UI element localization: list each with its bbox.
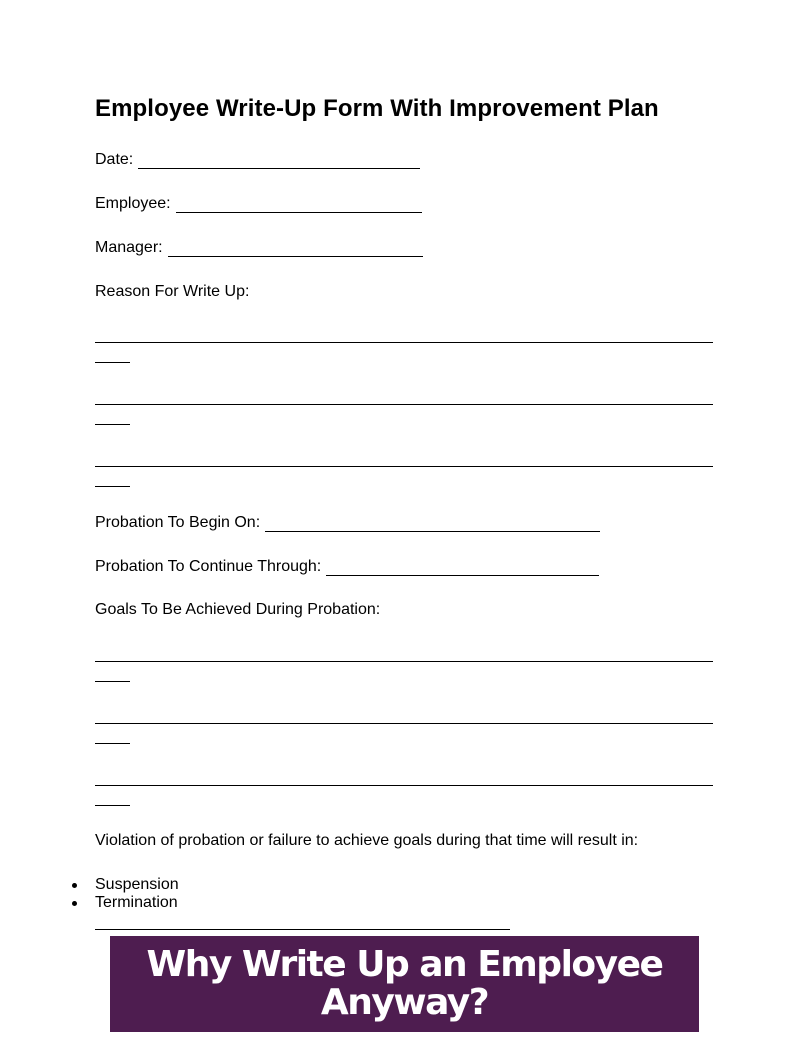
reason-line-2[interactable]	[95, 404, 713, 405]
bullet-icon	[72, 901, 77, 906]
bullet-icon	[72, 883, 77, 888]
probation-begin-blank[interactable]	[265, 515, 600, 532]
date-blank[interactable]	[138, 152, 420, 169]
goals-line-2[interactable]	[95, 723, 713, 724]
consequence-suspension: Suspension	[95, 876, 179, 893]
article-banner	[110, 936, 699, 1032]
probation-continue-field	[95, 558, 599, 576]
employee-field	[95, 195, 422, 213]
goals-line-2-wrap[interactable]	[95, 743, 130, 744]
goals-line-3-wrap[interactable]	[95, 805, 130, 806]
reason-line-1-wrap[interactable]	[95, 362, 130, 363]
reason-label: Reason For Write Up:	[95, 283, 250, 300]
consequence-termination: Termination	[95, 894, 178, 911]
date-field	[95, 151, 420, 169]
violation-text: Violation of probation or failure to achieve goals during that time will result in:	[95, 832, 639, 849]
termination-blank[interactable]	[95, 929, 510, 930]
manager-field	[95, 239, 423, 257]
probation-begin-field	[95, 514, 600, 532]
reason-line-3[interactable]	[95, 466, 713, 467]
reason-line-2-wrap[interactable]	[95, 424, 130, 425]
reason-line-1[interactable]	[95, 342, 713, 343]
form-title: Employee Write-Up Form With Improvement Plan	[95, 95, 659, 122]
list-item	[95, 894, 179, 912]
goals-line-1[interactable]	[95, 661, 713, 662]
employee-label: Employee:	[95, 195, 171, 212]
manager-blank[interactable]	[168, 240, 423, 257]
goals-line-1-wrap[interactable]	[95, 681, 130, 682]
date-label: Date:	[95, 151, 134, 168]
reason-line-3-wrap[interactable]	[95, 486, 130, 487]
goals-label: Goals To Be Achieved During Probation:	[95, 601, 381, 618]
manager-label: Manager:	[95, 239, 163, 256]
list-item	[95, 876, 179, 894]
banner-heading: Why Write Up an Employee Anyway?	[146, 944, 663, 1023]
probation-begin-label: Probation To Begin On:	[95, 514, 261, 531]
probation-continue-label: Probation To Continue Through:	[95, 558, 322, 575]
employee-blank[interactable]	[176, 196, 422, 213]
probation-continue-blank[interactable]	[326, 559, 599, 576]
consequence-list	[95, 876, 179, 912]
goals-line-3[interactable]	[95, 785, 713, 786]
